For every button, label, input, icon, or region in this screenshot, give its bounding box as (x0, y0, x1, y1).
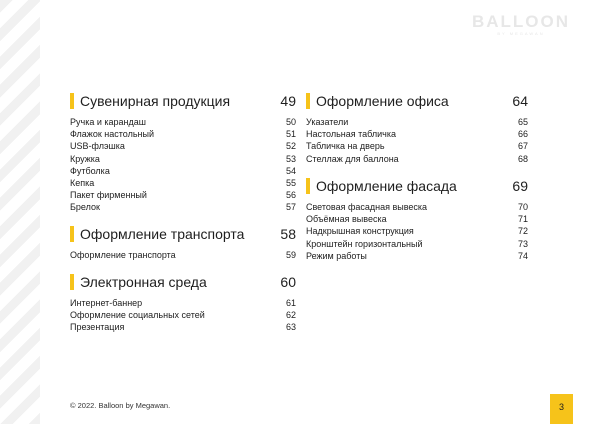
toc-entry[interactable] (306, 153, 528, 165)
entry-page: 74 (517, 250, 528, 261)
toc-section-transport (70, 225, 296, 261)
entry-label: Футболка (70, 165, 110, 176)
toc-entry[interactable] (70, 165, 296, 177)
toc-section-facade (306, 177, 528, 262)
entry-label: Режим работы (306, 250, 367, 261)
entry-label: Табличка на дверь (306, 141, 385, 152)
toc-entry[interactable] (70, 249, 296, 261)
entry-page: 54 (285, 165, 296, 176)
entry-label: Указатели (306, 117, 349, 127)
entry-page: 62 (285, 310, 296, 321)
toc-entry[interactable] (306, 116, 528, 128)
toc-entry[interactable] (70, 189, 296, 201)
toc-entry[interactable] (70, 201, 296, 213)
entry-page: 59 (285, 250, 296, 260)
entry-label: Надкрышная конструкция (306, 226, 414, 237)
entry-page: 73 (517, 238, 528, 249)
section-accent-bar (70, 93, 74, 109)
toc-entry[interactable] (306, 213, 528, 225)
section-accent-bar (70, 274, 74, 290)
entry-label: Интернет-баннер (70, 298, 143, 308)
section-header[interactable] (70, 92, 296, 112)
entry-page: 61 (285, 298, 296, 308)
section-title: Сувенирная продукция (80, 93, 231, 109)
page-number-badge: 3 (550, 394, 573, 424)
section-title: Оформление транспорта (80, 226, 245, 242)
section-title: Электронная среда (80, 274, 207, 290)
section-header[interactable] (306, 92, 528, 112)
entry-page: 63 (285, 322, 296, 333)
toc-entry[interactable] (306, 140, 528, 152)
entry-label: Стеллаж для баллона (306, 153, 399, 164)
toc-entry[interactable] (70, 128, 296, 140)
toc-entry[interactable] (306, 225, 528, 237)
entry-page: 65 (517, 117, 528, 127)
toc-entry[interactable] (306, 128, 528, 140)
logo-wordmark: BALLOON (471, 12, 571, 31)
entry-label: Кружка (70, 153, 100, 164)
section-page-number: 69 (512, 178, 528, 194)
entry-page: 51 (285, 129, 296, 140)
section-header[interactable] (70, 225, 296, 245)
entry-page: 55 (285, 177, 296, 188)
entry-page: 67 (517, 141, 528, 152)
entry-label: Брелок (70, 202, 100, 213)
toc-section-office (306, 92, 528, 165)
entry-label: Флажок настольный (70, 129, 154, 140)
toc-section-souvenirs (70, 92, 296, 214)
section-title: Оформление офиса (316, 93, 449, 109)
entry-label: Пакет фирменный (70, 190, 147, 201)
brand-logo (466, 13, 576, 37)
entry-label: Объёмная вывеска (306, 214, 387, 225)
section-accent-bar (306, 93, 310, 109)
toc-entry[interactable] (70, 321, 296, 333)
entry-page: 66 (517, 129, 528, 140)
toc-entry[interactable] (70, 140, 296, 152)
entry-page: 53 (285, 153, 296, 164)
toc-entry[interactable] (70, 177, 296, 189)
section-header[interactable] (70, 273, 296, 293)
toc-entry[interactable] (306, 238, 528, 250)
toc-entry[interactable] (70, 116, 296, 128)
entry-page: 57 (285, 202, 296, 213)
entry-label: Ручка и карандаш (70, 117, 146, 127)
toc-entry[interactable] (70, 309, 296, 321)
toc-section-digital (70, 273, 296, 334)
entry-label: USB-флэшка (70, 141, 125, 152)
section-accent-bar (70, 226, 74, 242)
entry-page: 72 (517, 226, 528, 237)
section-title: Оформление фасада (316, 178, 457, 194)
entry-label: Кронштейн горизонтальный (306, 238, 423, 249)
logo-tagline: BY MEGAWAN (497, 31, 545, 36)
entry-label: Презентация (70, 322, 125, 333)
toc-entry[interactable] (306, 201, 528, 213)
section-page-number: 58 (280, 226, 296, 242)
decorative-stripes (0, 0, 40, 424)
entry-page: 52 (285, 141, 296, 152)
entry-label: Кепка (70, 177, 95, 188)
section-page-number: 49 (280, 93, 296, 109)
entry-label: Оформление транспорта (70, 250, 176, 260)
entry-label: Оформление социальных сетей (70, 310, 205, 321)
section-header[interactable] (306, 177, 528, 197)
toc-entry[interactable] (70, 297, 296, 309)
toc-entry[interactable] (306, 250, 528, 262)
entry-page: 68 (517, 153, 528, 164)
entry-label: Настольная табличка (306, 129, 397, 140)
entry-page: 71 (517, 214, 528, 225)
entry-label: Световая фасадная вывеска (306, 202, 428, 212)
copyright-text: © 2022. Balloon by Megawan. (70, 401, 171, 410)
section-accent-bar (306, 178, 310, 194)
section-page-number: 64 (512, 93, 528, 109)
entry-page: 56 (285, 190, 296, 201)
entry-page: 50 (285, 117, 296, 127)
section-page-number: 60 (280, 274, 296, 290)
entry-page: 70 (517, 202, 528, 212)
toc-entry[interactable] (70, 153, 296, 165)
